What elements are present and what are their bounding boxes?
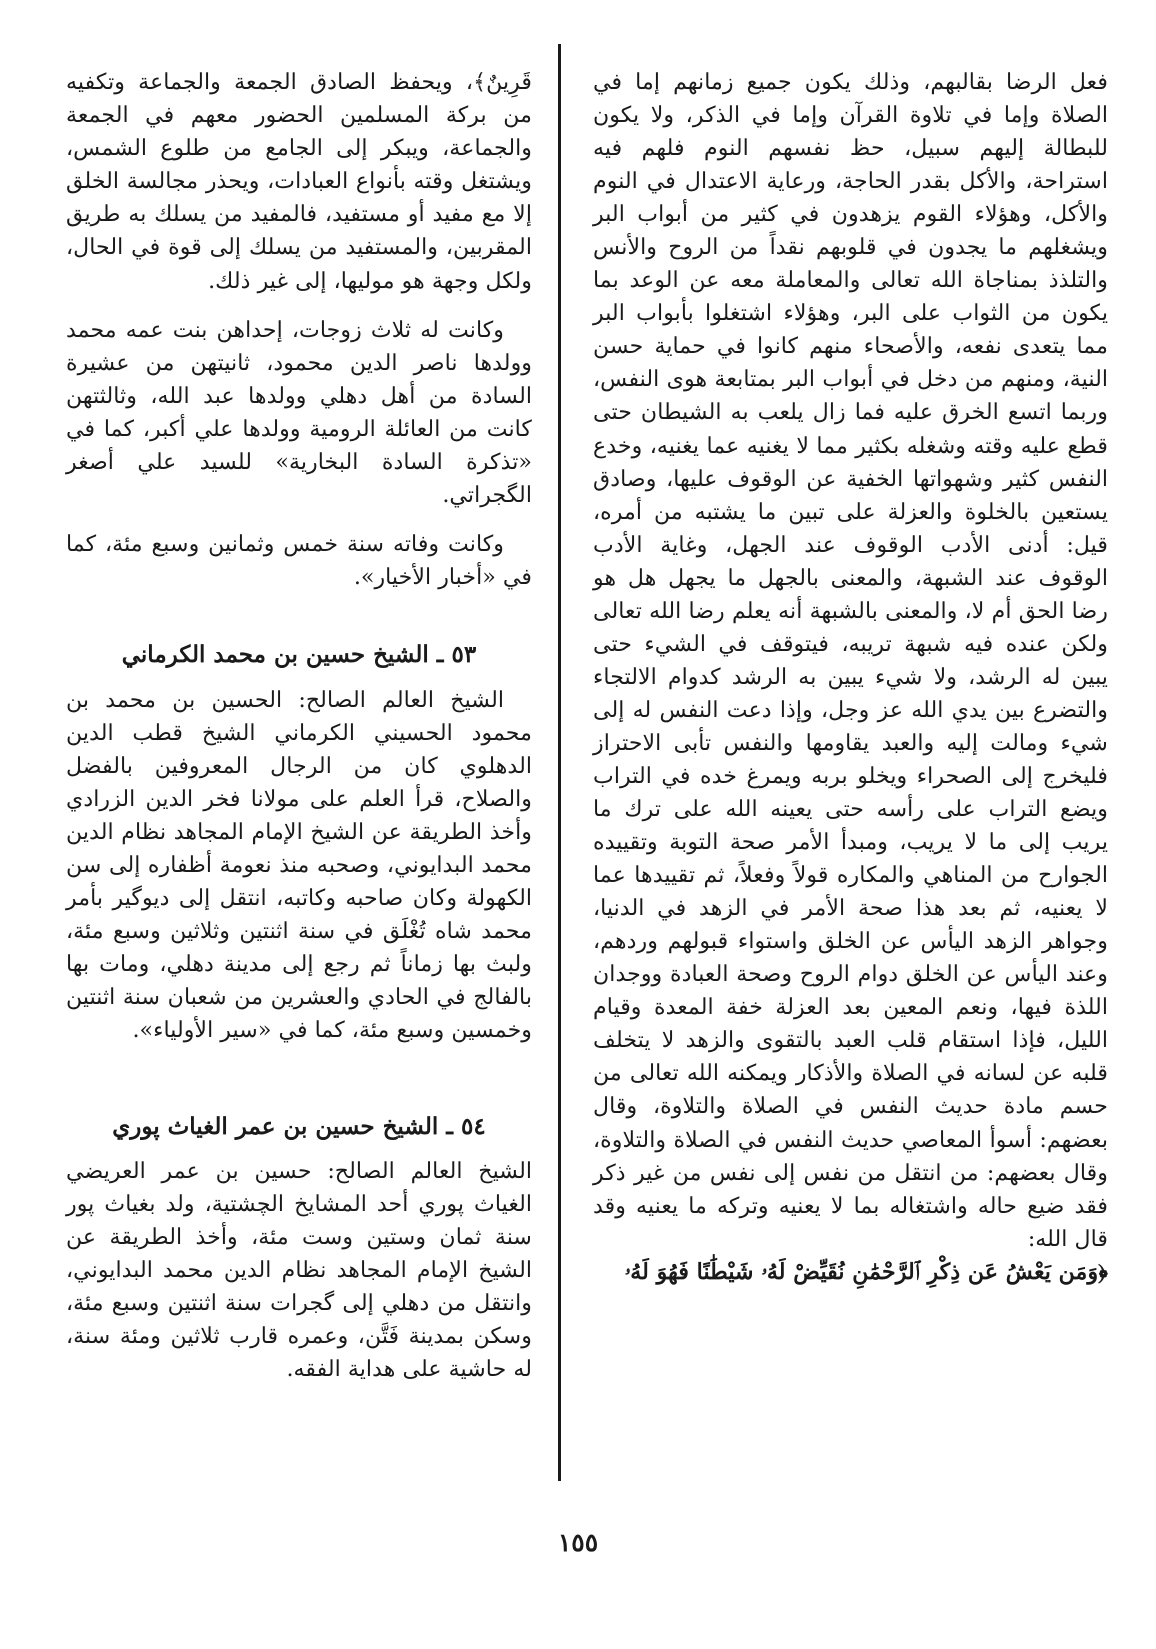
entry-54-heading: ٥٤ ـ الشيخ حسين بن عمر الغياث پوري: [112, 1112, 486, 1140]
death-paragraph: وكانت وفاته سنة خمس وثمانين وسبع مئة، كما في «أخبار الأخيار».: [66, 531, 532, 591]
page-number: ١٥٥: [557, 1528, 599, 1557]
quran-verse: ﴿وَمَن يَعْشُ عَن ذِكْرِ ٱلرَّحْمَٰنِ نُقَيِّضْ لَهُۥ شَيْطَٰنًا فَهُوَ لَهُۥ: [624, 1258, 1108, 1285]
continuation-paragraph: قَرِينٌ﴾، ويحفظ الصادق الجمعة والجماعة وتكفيه من بركة المسلمين الحضور معهم في الجمعة والجماعة، ويبكر إلى الجامع من طلوع الشمس، ويشتغل وقته بأنواع العبادات، ويحذر مجالسة الخلق إلا مع مفيد أو مستفيد، فالمفيد من يسلك به طريق المقربين، والمستفيد من يسلك إلى قوة في الحال، ولكل وجهة هو موليها، إلى غير ذلك.: [66, 69, 532, 294]
left-column: [66, 66, 532, 1386]
right-column-paragraph: فعل الرضا بقالبهم، وذلك يكون جميع زمانهم إما في الصلاة وإما في تلاوة القرآن وإما في الذكر، ولا يكون للبطالة إليهم سبيل، حظ نفسهم النوم فلهم فيه استراحة، والأكل بقدر الحاجة، ورعاية الاعتدال في النوم والأكل، وهؤلاء القوم يزهدون في كثير من أبواب البر ويشغلهم ما يجدون في قلوبهم نقداً من الروح والأنس والتلذذ بمناجاة الله تعالى والمعاملة معه عن الوعد بما يكون من الثواب على البر، وهؤلاء اشتغلوا بأبواب البر مما يتعدى نفعه، والأصحاء منهم كانوا في حماية حسن النية، ومنهم من دخل في أبواب البر بمتابعة هوى النفس، وربما اتسع الخرق عليه فما زال يلعب به الشيطان حتى قطع عليه وقته وشغله بكثير مما لا يغنيه عما يغنيه، وخدع النفس كثير وشهواتها الخفية عن الوقوف عليها، وصادق يستعين بالخلوة والعزلة على تبين ما يشتبه من أمره، قيل: أدنى الأدب الوقوف عند الجهل، وغاية الأدب الوقوف عند الشبهة، والمعنى بالجهل ما يجهل هل هو رضا الحق أم لا، والمعنى بالشبهة أنه يعلم رضا الله تعالى ولكن عنده فيه شبهة تريبه، فيتوقف في الشيء حتى يبين له الرشد، ولا شيء يبين به الرشد كدوام الالتجاء والتضرع بين يدي الله عز وجل، وإذا دعت النفس له إلى شيء ومالت إليه والعبد يقاومها والنفس تأبى الاحتراز فليخرج إلى الصحراء ويخلو بربه ويمرغ خده في التراب ويضع التراب على رأسه حتى يعينه الله على ترك ما يريب إلى ما لا يريب، ومبدأ الأمر صحة التوبة وتقييده الجوارح من المناهي والمكاره قولاً وفعلاً، ثم تقييدها عما لا يعنيه، ثم بعد هذا صحة الأمر في الزهد في الدنيا، وجواهر الزهد اليأس عن الخلق واستواء قبولهم وردهم، وعند اليأس عن الخلق دوام الروح وصحة العبادة ووجدان اللذة فيها، ونعم المعين بعد العزلة خفة المعدة وقيام الليل، فإذا استقام قلب العبد بالتقوى والزهد لا يتخلف قلبه عن لسانه في الصلاة والأذكار ويمكنه الله تعالى من حسم مادة حديث النفس في الصلاة والتلاوة، وقال بعضهم: أسوأ المعاصي حديث النفس في الصلاة والتلاوة، وقال بعضهم: من انتقل من نفس إلى نفس من غير ذكر فقد ضيع حاله واشتغاله بما لا يعنيه وتركه ما يعنيه وقد قال الله:: [593, 69, 1108, 1252]
entry-54-biography: الشيخ العالم الصالح: حسين بن عمر العريضي الغياث پوري أحد المشايخ الچشتية، ولد بغياث پور سنة ثمان وستين وست مئة، وأخذ الطريقة عن الشيخ الإمام المجاهد نظام الدين محمد البدايوني، وانتقل من دهلي إلى گجرات سنة اثنتين وسبع مئة، وسكن بمدينة فَتَّن، وعمره قارب ثلاثين ومئة سنة، له حاشية على هداية الفقه.: [66, 1157, 532, 1383]
column-divider: [558, 44, 561, 1481]
entry-53-biography: الشيخ العالم الصالح: الحسين بن محمد بن محمود الحسيني الكرماني الشيخ قطب الدين الدهلوي كان من الرجال المعروفين بالفضل والصلاح، قرأ العلم على مولانا فخر الدين الزرادي وأخذ الطريقة عن الشيخ الإمام المجاهد نظام الدين محمد البدايوني، وصحبه منذ نعومة أظفاره إلى سن الكهولة وكان صاحبه وكاتبه، انتقل إلى ديوگير بأمر محمد شاه تُغْلَق في سنة اثنتين وثلاثين وسبع مئة، ولبث بها زماناً ثم رجع إلى مدينة دهلي، ومات بها بالفالج في الحادي والعشرين من شعبان سنة اثنتين وخمسين وسبع مئة، كما في «سير الأولياء».: [66, 686, 532, 1044]
wives-paragraph: وكانت له ثلاث زوجات، إحداهن بنت عمه محمد وولدها ناصر الدين محمود، ثانيتهن من عشيرة السادة من أهل دهلي وولدها عبد الله، وثالثتهن كانت من العائلة الرومية وولدها علي أكبر، كما في «تذكرة السادة البخارية» للسيد علي أصغر الگجراتي.: [66, 316, 532, 509]
right-column: [593, 66, 1108, 1289]
entry-53-heading: ٥٣ ـ الشيخ حسين بن محمد الكرماني: [121, 641, 477, 669]
